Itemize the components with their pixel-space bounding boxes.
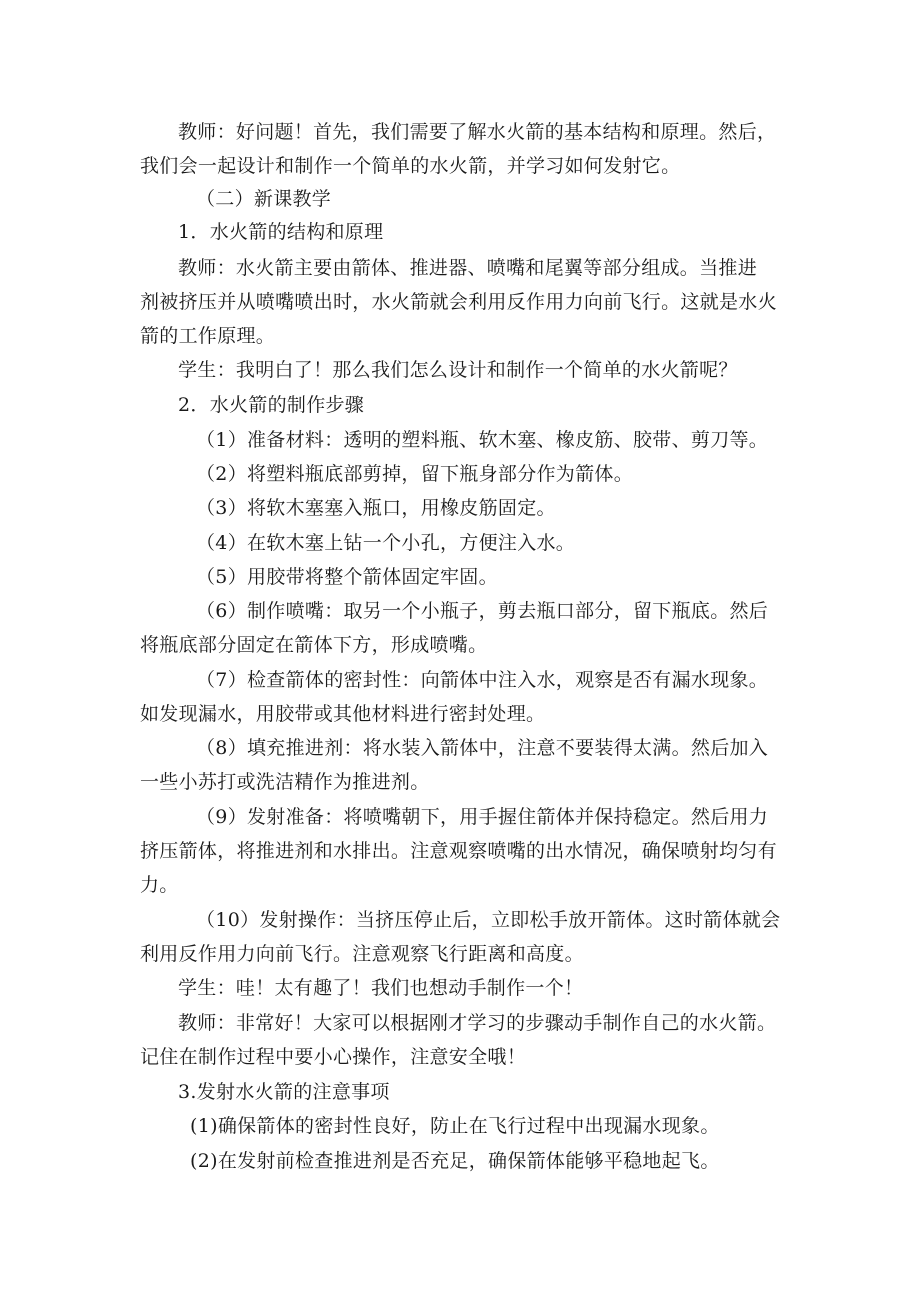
text-line: 记住在制作过程中要小心操作，注意安全哦！: [140, 1046, 527, 1068]
list-item: （6）制作喷嘴：取另一个小瓶子，剪去瓶口部分，留下瓶底。然后: [196, 600, 769, 622]
text-line: 挤压箭体，将推进剂和水排出。注意观察喷嘴的出水情况，确保喷射均匀有: [140, 840, 777, 862]
text-line: 我们会一起设计和制作一个简单的水火箭，并学习如何发射它。: [140, 155, 681, 177]
list-item: （3）将软木塞塞入瓶口，用橡皮筋固定。: [196, 497, 556, 519]
text-line: 教师：好问题！首先，我们需要了解水火箭的基本结构和原理。然后，: [178, 121, 777, 143]
list-item: (2)在发射前检查推进剂是否充足，确保箭体能够平稳地起飞。: [190, 1150, 720, 1172]
text-line: 利用反作用力向前飞行。注意观察飞行距离和高度。: [140, 943, 584, 965]
text-line: 剂被挤压并从喷嘴喷出时，水火箭就会利用反作用力向前飞行。这就是水火: [140, 291, 777, 313]
text-line: 箭的工作原理。: [140, 325, 276, 347]
text-line: 学生：我明白了！那么我们怎么设计和制作一个简单的水火箭呢？: [178, 359, 738, 381]
list-item: （1）准备材料：透明的塑料瓶、软木塞、橡皮筋、胶带、剪刀等。: [196, 429, 769, 451]
section-heading: （二）新课教学: [196, 188, 332, 210]
text-line: 教师：水火箭主要由箭体、推进器、喷嘴和尾翼等部分组成。当推进: [178, 257, 758, 279]
list-item: （7）检查箭体的密封性：向箭体中注入水，观察是否有漏水现象。: [196, 669, 769, 691]
text-line: 将瓶底部分固定在箭体下方，形成喷嘴。: [140, 634, 488, 656]
subsection-heading: 2．水火箭的制作步骤: [178, 394, 365, 416]
list-item: (1)确保箭体的密封性良好，防止在飞行过程中出现漏水现象。: [190, 1115, 720, 1137]
list-item: （8）填充推进剂：将水装入箭体中，注意不要装得太满。然后加入: [196, 737, 769, 759]
list-item: （4）在软木塞上钻一个小孔，方便注入水。: [196, 532, 576, 554]
list-item: （2）将塑料瓶底部剪掉，留下瓶身部分作为箭体。: [196, 463, 633, 485]
list-item: （5）用胶带将整个箭体固定牢固。: [196, 566, 498, 588]
list-item: （10）发射操作：当挤压停止后，立即松手放开箭体。这时箭体就会: [196, 909, 781, 931]
text-line: 一些小苏打或洗洁精作为推进剂。: [140, 771, 430, 793]
subsection-heading: 3.发射水火箭的注意事项: [178, 1081, 390, 1103]
text-line: 力。: [140, 874, 179, 896]
text-line: 如发现漏水，用胶带或其他材料进行密封处理。: [140, 703, 546, 725]
subsection-heading: 1．水火箭的结构和原理: [178, 221, 384, 243]
list-item: （9）发射准备：将喷嘴朝下，用手握住箭体并保持稳定。然后用力: [196, 806, 769, 828]
text-line: 教师：非常好！大家可以根据刚才学习的步骤动手制作自己的水火箭。: [178, 1012, 777, 1034]
text-line: 学生：哇！太有趣了！我们也想动手制作一个！: [178, 977, 584, 999]
